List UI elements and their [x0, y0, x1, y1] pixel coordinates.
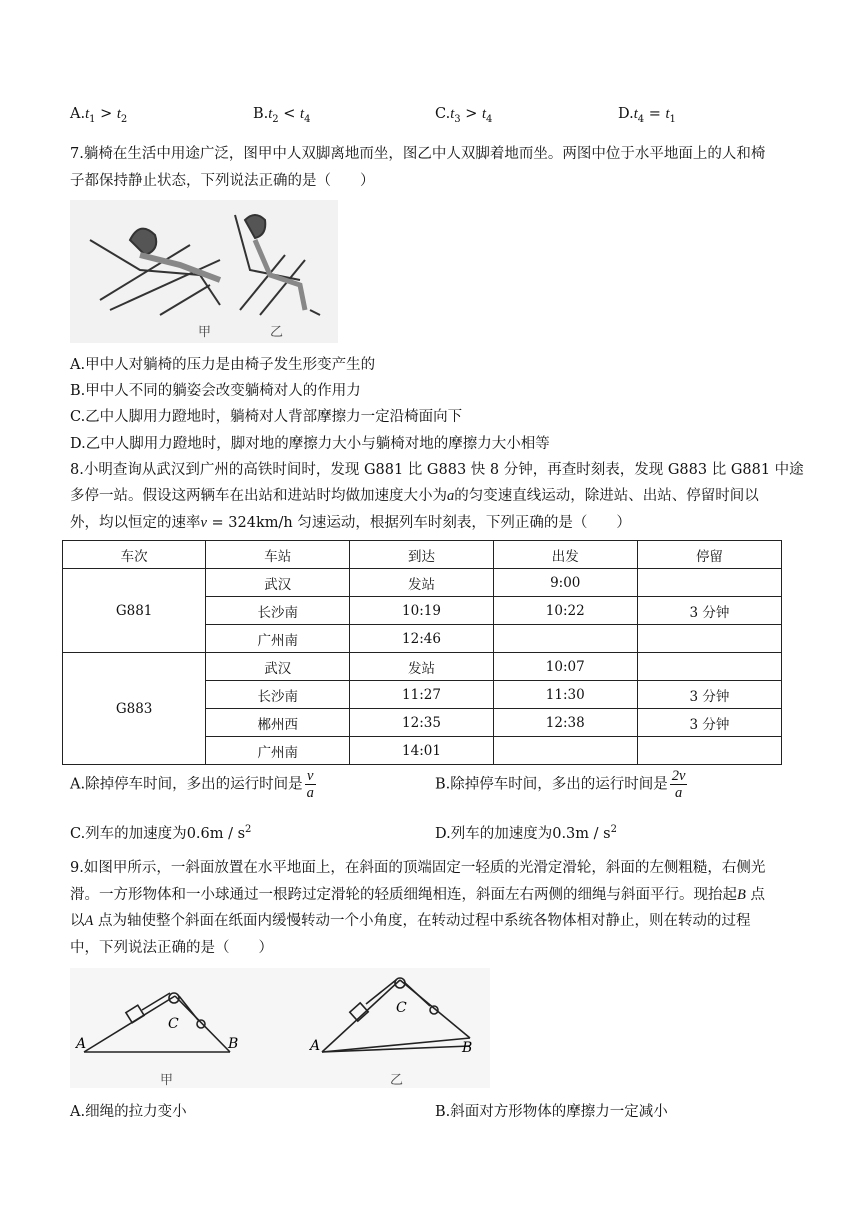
q7-option-d: D.乙中人脚用力蹬地时，脚对地的摩擦力大小与躺椅对地的摩擦力大小相等 — [70, 436, 550, 452]
train-timetable — [62, 540, 782, 765]
table-row: 广州南 12:46 — [63, 625, 782, 653]
q6-option-a: $A.t_1 > t_2$ — [70, 106, 128, 125]
table-row: 长沙南 11:27 11:30 3 分钟 — [63, 681, 782, 709]
q6-option-d: $D.t_4 = t_1$ — [618, 106, 676, 125]
q6-option-c: $C.t_3 > t_4$ — [435, 106, 493, 125]
label-b-fig1: B — [228, 1036, 239, 1052]
train-name: G883 — [63, 653, 206, 765]
header-depart: 出发 — [493, 541, 637, 569]
q7-stem-line1: 7.躺椅在生活中用途广泛，图甲中人双脚离地而坐，图乙中人双脚着地而坐。两图中位于水平地面上的人和椅 — [70, 146, 766, 162]
q9-stem-line4: 中，下列说法正确的是（ ） — [70, 940, 273, 956]
q7-figure-photos — [70, 200, 338, 343]
header-station: 车站 — [206, 541, 350, 569]
q8-stem-line3: 外，均以恒定的速率v = 324km/h 匀速运动，根据列车时刻表，下列正确的是（ ） — [70, 515, 631, 531]
table-header-row — [63, 541, 782, 569]
label-c-fig1: C — [168, 1016, 179, 1032]
q9-fig-label-a: 甲 — [160, 1073, 174, 1088]
q9-figure-incline — [70, 968, 490, 1088]
q7-option-a: A.甲中人对躺椅的压力是由椅子发生形变产生的 — [70, 357, 376, 373]
table-row: 郴州西 12:35 12:38 3 分钟 — [63, 709, 782, 737]
q8-stem-line2: 多停一站。假设这两辆车在出站和进站时均做加速度大小为a的匀变速直线运动，除进站、出站、停留时间以 — [70, 488, 759, 504]
q9-option-b: B.斜面对方形物体的摩擦力一定减小 — [435, 1104, 668, 1120]
q8-option-c: C.列车的加速度为$0.6m / s^2$ — [70, 824, 252, 842]
header-train: 车次 — [63, 541, 206, 569]
q7-option-c: C.乙中人脚用力蹬地时，躺椅对人背部摩擦力一定沿椅面向下 — [70, 409, 463, 425]
table-row: 广州南 14:01 — [63, 737, 782, 765]
label-a-fig1: A — [76, 1036, 87, 1052]
q7-option-b: B.甲中人不同的躺姿会改变躺椅对人的作用力 — [70, 383, 361, 399]
q9-stem-line1: 9.如图甲所示，一斜面放置在水平地面上，在斜面的顶端固定一轻质的光滑定滑轮，斜面的左侧粗糙，右侧光 — [70, 860, 766, 876]
label-c-fig2: C — [396, 1000, 407, 1016]
lounge-chair-b-illustration — [235, 215, 320, 315]
q9-stem-line3: 以A 点为轴使整个斜面在纸面内缓慢转动一个小角度，在转动过程中系统各物体相对静止，则在转动的过程 — [70, 913, 751, 929]
q9-stem-line2: 滑。一方形物体和一小球通过一根跨过定滑轮的轻质细绳相连，斜面左右两侧的细绳与斜面平行。现抬起B 点 — [70, 887, 765, 903]
q9-option-a: A.细绳的拉力变小 — [70, 1104, 187, 1120]
q8-stem-line1: 8.小明查询从武汉到广州的高铁时间时，发现 G881 比 G883 快 8 分钟，再查时刻表，发现 G883 比 G881 中途 — [70, 462, 804, 478]
q7-fig-label-a: 甲 — [198, 325, 212, 340]
label-b-fig2: B — [462, 1040, 473, 1056]
lounge-chair-a-illustration — [90, 229, 220, 315]
q6-option-b: $B.t_2 < t_4$ — [253, 106, 311, 125]
q7-stem-line2: 子都保持静止状态，下列说法正确的是（ ） — [70, 173, 375, 189]
q8-option-d: D.列车的加速度为$0.3m / s^2$ — [435, 824, 617, 842]
q7-fig-label-b: 乙 — [270, 325, 284, 340]
q8-option-b: B.除掉停车时间，多出的运行时间是 $\frac{2v}{a}$ — [435, 768, 686, 801]
q9-fig-label-b: 乙 — [390, 1073, 404, 1088]
header-arrive: 到达 — [350, 541, 493, 569]
train-name: G881 — [63, 569, 206, 653]
table-row: G881 武汉 发站 9:00 — [63, 569, 782, 597]
q8-option-a: A.除掉停车时间，多出的运行时间是 $\frac{v}{a}$ — [70, 768, 314, 801]
table-row: 长沙南 10:19 10:22 3 分钟 — [63, 597, 782, 625]
header-stop: 停留 — [637, 541, 781, 569]
label-a-fig2: A — [310, 1038, 321, 1054]
table-row: G883 武汉 发站 10:07 — [63, 653, 782, 681]
incline-diagram-a — [84, 993, 230, 1052]
